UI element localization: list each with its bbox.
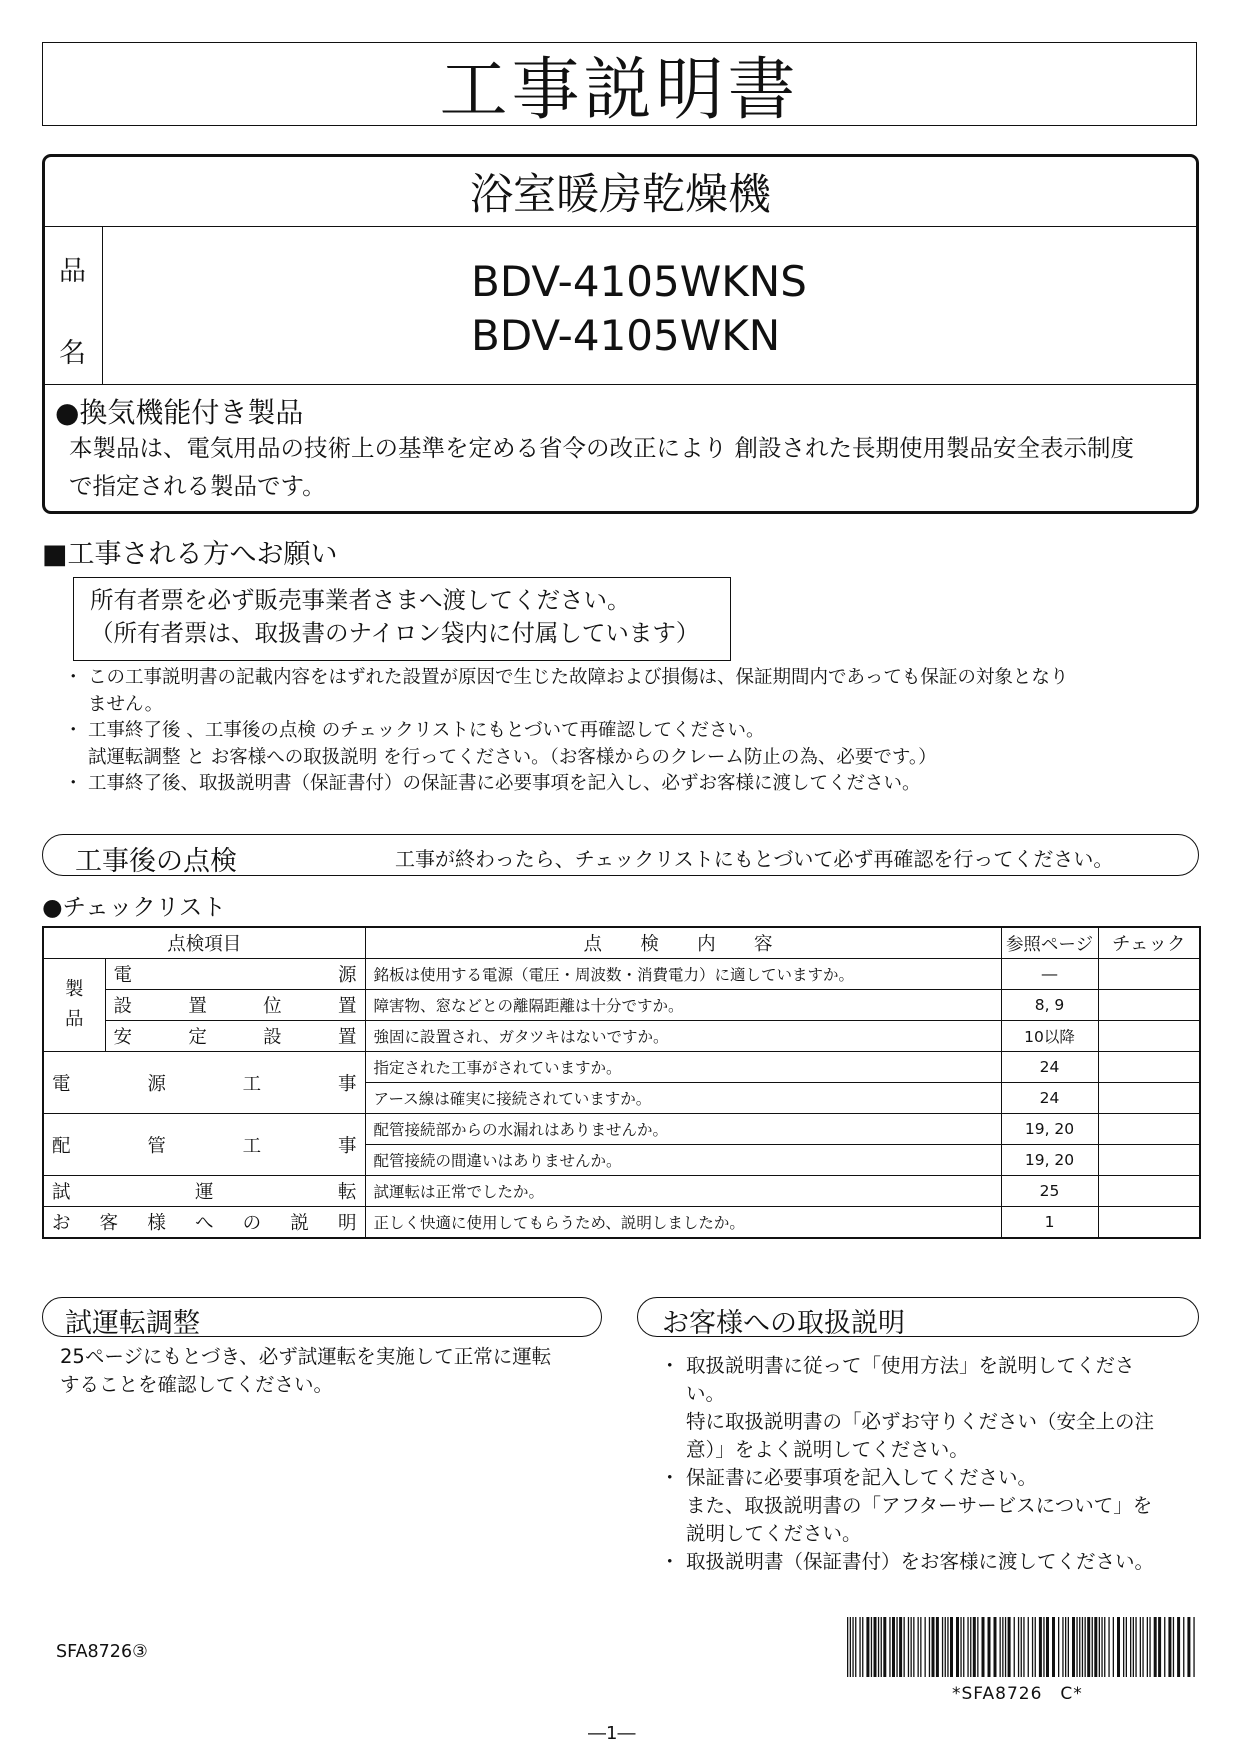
bullet: ・ [64,773,83,794]
trial-description [60,1343,590,1399]
barcode-bar [929,1617,930,1677]
feature-line-2: で指定される製品です。 [69,472,326,500]
item-char: 客 [99,1213,119,1234]
list-item [656,1352,1156,1464]
page-cell: 1 [1001,1207,1098,1239]
item-char: 明 [337,1213,357,1234]
item-char: 源 [147,1073,166,1095]
note-item [58,771,1188,798]
table-row [43,1021,1200,1052]
item-char: 置 [337,996,357,1017]
barcode-bar [945,1617,946,1677]
inspection-heading-bar [42,834,1199,876]
barcode-bar [1082,1617,1083,1677]
barcode-bar [892,1617,895,1677]
barcode-bar [1154,1617,1157,1677]
item-char: 様 [147,1213,166,1234]
barcode-bar [881,1617,882,1677]
product-info-box [42,154,1199,514]
check-cell[interactable] [1098,1083,1200,1114]
item-cell [43,1176,365,1207]
barcode-bar [1099,1617,1100,1677]
barcode-bar [1076,1617,1077,1677]
column-header-char: 内 [697,934,716,955]
barcode-bar [942,1617,943,1677]
note-line: 試運転調整 と お客様への取扱説明 を行ってください。（お客様からのクレーム防止の為、必要です。） [88,746,937,768]
product-name: 浴室暖房乾燥機 [45,157,1196,227]
barcode-bar [1164,1617,1165,1677]
model-numbers [103,227,1196,384]
column-header-char: 検 [640,934,659,955]
product-group-char: 製 [64,979,84,1000]
trial-line-1: 25ページにもとづき、必ず試運転を実施して正常に運転 [60,1345,552,1368]
content-cell: 正しく快適に使用してもらうため、説明しましたか。 [365,1207,1001,1239]
bullet: ・ [660,1354,680,1377]
barcode-bar [1135,1617,1136,1677]
item-char: 工 [242,1135,262,1157]
note-line: ません。 [88,693,164,715]
trial-line-2: することを確認してください。 [60,1373,334,1396]
item-char: の [242,1213,262,1234]
item-char: 電 [113,965,133,986]
item-char: 位 [263,996,282,1017]
page-cell: 25 [1001,1176,1098,1207]
barcode-bar [1079,1617,1080,1677]
column-header-content [365,927,1001,959]
barcode-bar [994,1617,997,1677]
barcode-bar [1087,1617,1090,1677]
barcode-bar [850,1617,851,1677]
item-char: 置 [188,996,207,1017]
item-char: 電 [52,1073,71,1095]
barcode-bar [936,1617,939,1677]
request-heading: ■工事される方へお願い [42,539,338,570]
content-cell: アース線は確実に接続されていますか。 [365,1083,1001,1114]
barcode-bar [852,1617,853,1677]
barcode-bar [1062,1617,1063,1677]
item-line: 取扱説明書（保証書付）をお客様に渡してください。 [686,1550,1155,1573]
barcode-bar [988,1617,991,1677]
barcode-bar [1000,1617,1001,1677]
barcode-bar [855,1617,856,1677]
trial-heading: 試運転調整 [65,1308,200,1339]
barcode-bar [1072,1617,1075,1677]
customer-heading: お客様への取扱説明 [662,1308,905,1339]
barcode-bar [1065,1617,1066,1677]
bullet: ・ [64,720,83,741]
content-cell: 銘板は使用する電源（電圧・周波数・消費電力）に適していますか。 [365,959,1001,990]
checklist-table [42,926,1201,1239]
item-char: 工 [242,1073,262,1095]
page-cell: 24 [1001,1083,1098,1114]
barcode-bar [1142,1617,1143,1677]
column-header-page: 参照ページ [1001,927,1098,959]
content-cell: 障害物、窓などとの離隔距離は十分ですか。 [365,990,1001,1021]
barcode-bar [1021,1617,1022,1677]
check-cell[interactable] [1098,1021,1200,1052]
item-cell [105,959,365,990]
item-cell [43,1114,365,1176]
barcode-bar [871,1617,872,1677]
note-item [58,718,1188,771]
barcode-bar [1130,1617,1131,1677]
product-group-char: 品 [64,1009,84,1030]
barcode-bar [963,1617,964,1677]
table-row [43,1207,1200,1239]
barcode-bar [1168,1617,1171,1677]
customer-items [656,1352,1156,1576]
barcode-bar [1032,1617,1033,1677]
barcode-bar [1187,1617,1190,1677]
model-number-1: BDV-4105WKNS [471,257,807,306]
note-item [58,665,1188,718]
barcode-bar [1058,1617,1059,1677]
barcode-bar [1140,1617,1141,1677]
product-group-cell [43,959,105,1052]
barcode-bar [899,1617,902,1677]
feature-description [69,429,1189,505]
barcode-bar [932,1617,935,1677]
page-cell: ― [1001,959,1098,990]
barcode-bar [1005,1617,1006,1677]
item-char: お [52,1213,71,1234]
barcode-bar [1117,1617,1120,1677]
barcode [847,1617,1197,1677]
model-number-2: BDV-4105WKN [471,311,781,360]
note-line: 工事終了後、取扱説明書（保証書付）の保証書に必要事項を記入し、必ずお客様に渡してください。 [88,773,921,794]
model-label [45,227,103,384]
column-header-char: 点 [583,934,603,955]
barcode-bar [1028,1617,1029,1677]
item-line: また、取扱説明書の「アフターサービスについて」を [686,1494,1153,1517]
item-char: 安 [113,1027,133,1048]
barcode-bar [1092,1617,1093,1677]
barcode-bar [1147,1617,1148,1677]
barcode-bar [908,1617,909,1677]
owner-line-1: 所有者票を必ず販売事業者さまへ渡してください。 [90,586,631,614]
check-cell[interactable] [1098,1052,1200,1083]
item-char: へ [194,1213,214,1234]
barcode-bar [1123,1617,1124,1677]
model-label-bottom: 名 [59,338,86,369]
check-cell[interactable] [1098,1176,1200,1207]
barcode-bar [1008,1617,1011,1677]
check-cell[interactable] [1098,959,1200,990]
barcode-bar [947,1617,948,1677]
item-line: 説明してください。 [686,1522,862,1545]
page-cell: 24 [1001,1052,1098,1083]
barcode-bar [950,1617,953,1677]
barcode-bar [1085,1617,1086,1677]
barcode-bar [874,1617,877,1677]
table-row [43,1052,1200,1083]
barcode-bar [1094,1617,1097,1677]
barcode-bar [925,1617,926,1677]
inspection-heading: 工事後の点検 [75,846,237,877]
item-char: 事 [337,1135,357,1157]
content-cell: 配管接続部からの水漏れはありませんか。 [365,1114,1001,1145]
barcode-bar [1133,1617,1134,1677]
barcode-bar [967,1617,968,1677]
item-line: 取扱説明書に従って「使用方法」を説明してくださ [686,1354,1135,1377]
barcode-bar [1149,1617,1150,1677]
barcode-bar [1193,1617,1194,1677]
barcode-bar [911,1617,912,1677]
check-cell[interactable] [1098,1207,1200,1239]
inspection-instruction: 工事が終わったら、チェックリストにもとづいて必ず再確認を行ってください。 [395,847,1114,871]
barcode-bar [913,1617,914,1677]
item-char: 配 [52,1135,71,1157]
list-item [656,1464,1156,1548]
item-char: 定 [188,1027,207,1048]
content-cell: 配管接続の間違いはありませんか。 [365,1145,1001,1176]
request-notes [58,665,1188,798]
barcode-bar [977,1617,978,1677]
barcode-bar [1183,1617,1184,1677]
barcode-bar [1046,1617,1049,1677]
check-cell[interactable] [1098,990,1200,1021]
barcode-bar [1104,1617,1105,1677]
barcode-bar [1068,1617,1069,1677]
list-item [656,1548,1156,1576]
note-line: 工事終了後 、工事後の点検 のチェックリストにもとづいて再確認してください。 [88,720,765,741]
item-cell [43,1207,365,1239]
barcode-bar [847,1617,848,1677]
bullet: ・ [660,1550,680,1573]
trial-heading-bar [42,1297,602,1337]
barcode-bar [1014,1617,1015,1677]
page-number: ―1― [588,1723,636,1744]
content-cell: 試運転は正常でしたか。 [365,1176,1001,1207]
table-header-row [43,927,1200,959]
barcode-bar [982,1617,985,1677]
page-cell: 19, 20 [1001,1145,1098,1176]
barcode-bar [878,1617,879,1677]
model-label-top: 品 [59,256,86,287]
document-code: SFA8726③ [56,1642,148,1662]
barcode-bar [1018,1617,1019,1677]
barcode-bar [920,1617,921,1677]
customer-heading-bar [637,1297,1199,1337]
item-char: 試 [52,1182,71,1203]
table-row [43,1176,1200,1207]
page-cell: 10以降 [1001,1021,1098,1052]
barcode-bar [918,1617,919,1677]
item-char: 説 [290,1213,309,1234]
item-char: 運 [195,1182,214,1203]
column-header-check: チェック [1098,927,1200,959]
check-cell[interactable] [1098,1145,1200,1176]
item-char: 置 [337,1027,357,1048]
bullet: ・ [660,1466,680,1489]
content-cell: 強固に設置され、ガタツキはないですか。 [365,1021,1001,1052]
column-header-char: 容 [754,934,773,955]
item-cell [105,990,365,1021]
item-cell [105,1021,365,1052]
barcode-bar [970,1617,971,1677]
barcode-bar [1052,1617,1055,1677]
item-line: 特に取扱説明書の「必ずお守りください（安全上の注 [686,1410,1155,1433]
barcode-bar [973,1617,976,1677]
barcode-bar [859,1617,860,1677]
barcode-bar [883,1617,886,1677]
item-line: 保証書に必要事項を記入してください。 [686,1466,1038,1489]
barcode-bar [1113,1617,1114,1677]
page-cell: 8, 9 [1001,990,1098,1021]
item-char: 源 [338,965,357,986]
barcode-bar [1126,1617,1127,1677]
barcode-bar [1039,1617,1042,1677]
item-cell [43,1052,365,1114]
barcode-bar [1158,1617,1161,1677]
barcode-bar [1108,1617,1109,1677]
table-row [43,990,1200,1021]
barcode-bar [1023,1617,1024,1677]
barcode-bar [1002,1617,1003,1677]
barcode-bar [904,1617,905,1677]
barcode-bar [889,1617,890,1677]
feature-line-1: 本製品は、電気用品の技術上の基準を定める省令の改正により 創設された長期使用製品安全表示制度 [69,434,1134,462]
barcode-bar [1043,1617,1044,1677]
column-header-item: 点検項目 [43,927,365,959]
model-row [45,227,1196,385]
check-cell[interactable] [1098,1114,1200,1145]
barcode-bar [1173,1617,1174,1677]
barcode-bar [960,1617,961,1677]
item-char: 管 [147,1135,166,1157]
item-char: 事 [337,1073,357,1095]
checklist-heading: ●チェックリスト [42,893,226,921]
barcode-text: *SFA8726 C* [952,1684,1083,1704]
content-cell: 指定された工事がされていますか。 [365,1052,1001,1083]
owner-ticket-box [73,577,731,661]
barcode-bar [866,1617,869,1677]
note-line: この工事説明書の記載内容をはずれた設置が原因で生じた故障および損傷は、保証期間内であっても保証の対象となり [88,667,1069,688]
barcode-bar [862,1617,863,1677]
barcode-bar [956,1617,959,1677]
barcode-bar [1035,1617,1036,1677]
document-title: 工事説明書 [42,42,1197,126]
page-cell: 19, 20 [1001,1114,1098,1145]
owner-line-2: （所有者票は、取扱書のナイロン袋内に付属しています） [90,619,700,647]
table-row [43,1114,1200,1145]
item-char: 設 [263,1027,282,1048]
item-char: 設 [113,996,133,1017]
feature-heading: ●換気機能付き製品 [55,396,304,429]
table-row [43,959,1200,990]
item-line: い。 [686,1382,726,1405]
barcode-bar [896,1617,897,1677]
item-char: 転 [338,1182,357,1203]
barcode-bar [1177,1617,1180,1677]
barcode-bar [1101,1617,1102,1677]
item-line: 意）」をよく説明してください。 [686,1438,969,1461]
bullet: ・ [64,667,83,688]
